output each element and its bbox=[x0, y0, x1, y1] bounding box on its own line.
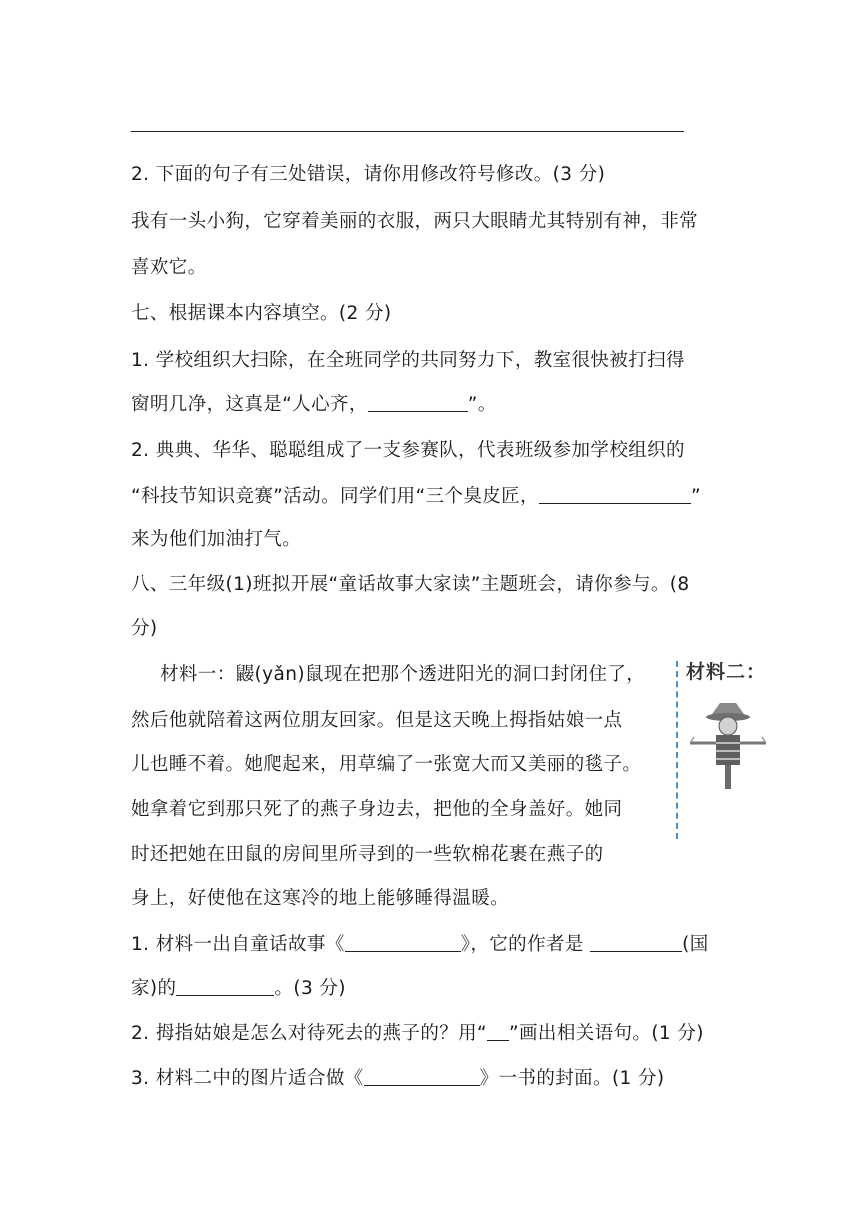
underline-symbol bbox=[487, 1022, 509, 1041]
dashed-divider bbox=[676, 661, 678, 839]
scarecrow-icon bbox=[688, 695, 768, 791]
section-7-q2-line2 bbox=[131, 482, 701, 508]
sub1-text-c: (国 bbox=[682, 934, 709, 955]
q1-answer-blank[interactable] bbox=[368, 393, 468, 412]
sub1-text-b: 》，它的作者是 bbox=[460, 934, 591, 955]
sub1-text-d: 家)的 bbox=[131, 978, 177, 999]
book-title-blank[interactable] bbox=[364, 1067, 480, 1086]
material-1-line2: 然后他就陪着这两位朋友回家。但是这天晚上拇指姑娘一点 bbox=[131, 710, 623, 731]
material-1-line1: 材料一：鼹(yǎn)鼠现在把那个透进阳光的洞口封闭住了， bbox=[160, 664, 646, 685]
story-title-blank[interactable] bbox=[345, 933, 461, 952]
sub3-text-a: 3. 材料二中的图片适合做《 bbox=[131, 1068, 364, 1089]
q2-text-before-blank: “科技节知识竞赛”活动。同学们用“三个臭皮匠， bbox=[131, 486, 539, 507]
q6-2-heading: 2. 下面的句子有三处错误，请你用修改符号修改。(3 分) bbox=[131, 164, 606, 185]
material-2-title: 材料二： bbox=[686, 661, 767, 683]
answer-rule-line bbox=[131, 131, 684, 132]
q6-2-sentence-line1: 我有一头小狗，它穿着美丽的衣服，两只大眼睛尤其特别有神，非常 bbox=[131, 211, 699, 232]
q1-text-before-blank: 窗明几净，这真是“人心齐， bbox=[131, 394, 368, 415]
section-7-q2-line3: 来为他们加油打气。 bbox=[131, 529, 302, 550]
material-1-line4: 她拿着它到那只死了的燕子身边去，把他的全身盖好。她同 bbox=[131, 799, 623, 820]
section-7-q1-line2 bbox=[131, 390, 497, 416]
sub2-text-b: ”画出相关语句。(1 分) bbox=[509, 1023, 704, 1044]
sub-question-1-line1 bbox=[131, 930, 709, 956]
author-name-blank[interactable] bbox=[176, 977, 274, 996]
q2-answer-blank[interactable] bbox=[539, 485, 691, 504]
material-1-line6: 身上，好使他在这寒冷的地上能够睡得温暖。 bbox=[131, 888, 510, 909]
sub3-text-b: 》一书的封面。(1 分) bbox=[479, 1068, 665, 1089]
author-country-blank[interactable] bbox=[590, 933, 682, 952]
q6-2-sentence-line2: 喜欢它。 bbox=[131, 257, 207, 278]
sub-question-1-line2 bbox=[131, 974, 346, 1000]
material-1-line5: 时还把她在田鼠的房间里所寻到的一些软棉花裹在燕子的 bbox=[131, 844, 604, 865]
sub-question-3 bbox=[131, 1064, 665, 1090]
sub2-text-a: 2. 拇指姑娘是怎么对待死去的燕子的？用“ bbox=[131, 1023, 488, 1044]
section-8-heading-line2: 分) bbox=[131, 618, 158, 639]
q2-text-after-blank: ” bbox=[690, 486, 701, 507]
section-7-heading: 七、根据课本内容填空。(2 分) bbox=[131, 303, 392, 324]
section-8-heading-line1: 八、三年级(1)班拟开展“童话故事大家读”主题班会，请你参与。(8 bbox=[131, 574, 690, 595]
sub1-text-e: 。(3 分) bbox=[274, 978, 346, 999]
section-7-q1-line1: 1. 学校组织大扫除，在全班同学的共同努力下，教室很快被打扫得 bbox=[131, 350, 685, 371]
q1-text-after-blank: ”。 bbox=[467, 394, 497, 415]
material-2-box bbox=[676, 657, 786, 842]
sub-question-2 bbox=[131, 1019, 704, 1045]
section-7-q2-line1: 2. 典典、华华、聪聪组成了一支参赛队，代表班级参加学校组织的 bbox=[131, 440, 685, 461]
material-1-line3: 儿也睡不着。她爬起来，用草编了一张宽大而又美丽的毯子。 bbox=[131, 754, 642, 775]
sub1-text-a: 1. 材料一出自童话故事《 bbox=[131, 934, 345, 955]
